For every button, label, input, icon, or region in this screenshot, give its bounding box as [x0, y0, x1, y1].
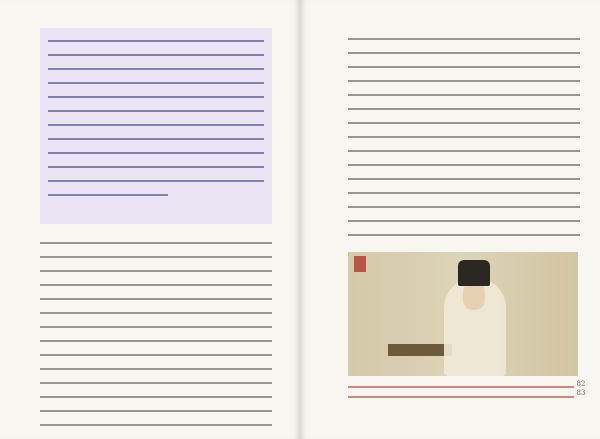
- quote-line: [48, 124, 264, 126]
- body-line: [348, 192, 580, 194]
- body-line: [348, 94, 580, 96]
- body-line: [40, 354, 272, 356]
- body-line: [348, 136, 580, 138]
- page-numbers: [572, 380, 590, 398]
- body-line: [348, 66, 580, 68]
- quote-line: [48, 82, 264, 84]
- seal-stamp: [354, 256, 366, 272]
- body-line: [40, 284, 272, 286]
- body-line: [348, 122, 580, 124]
- body-line: [348, 220, 580, 222]
- quote-line: [48, 166, 264, 168]
- body-line: [348, 164, 580, 166]
- body-line: [40, 242, 272, 244]
- page-number-right: 83: [576, 389, 586, 397]
- body-line: [40, 340, 272, 342]
- page-number-left: 82: [576, 380, 586, 388]
- body-line: [40, 382, 272, 384]
- caption-line: [348, 396, 574, 398]
- body-line: [40, 326, 272, 328]
- body-line: [348, 178, 580, 180]
- quote-line: [48, 68, 264, 70]
- desk: [388, 344, 452, 356]
- body-line: [40, 410, 272, 412]
- quote-line: [48, 54, 264, 56]
- scholar-face: [463, 282, 485, 310]
- quote-line: [48, 110, 264, 112]
- body-line: [40, 396, 272, 398]
- body-line: [348, 80, 580, 82]
- body-line: [40, 368, 272, 370]
- portrait-figure: [348, 252, 578, 376]
- body-line: [348, 206, 580, 208]
- body-line: [40, 270, 272, 272]
- body-line: [40, 312, 272, 314]
- quote-line: [48, 180, 264, 182]
- quote-line: [48, 138, 264, 140]
- quote-line: [48, 152, 264, 154]
- quote-line: [48, 40, 264, 42]
- quote-block: [40, 28, 272, 224]
- body-line: [348, 108, 580, 110]
- quote-line: [48, 96, 264, 98]
- body-line: [348, 150, 580, 152]
- scholar-hat: [458, 260, 490, 286]
- body-line: [348, 52, 580, 54]
- quote-line: [48, 194, 168, 196]
- body-line: [348, 234, 580, 236]
- caption-line: [348, 386, 574, 388]
- body-line: [40, 298, 272, 300]
- body-line: [40, 256, 272, 258]
- body-line: [40, 424, 272, 426]
- body-line: [348, 38, 580, 40]
